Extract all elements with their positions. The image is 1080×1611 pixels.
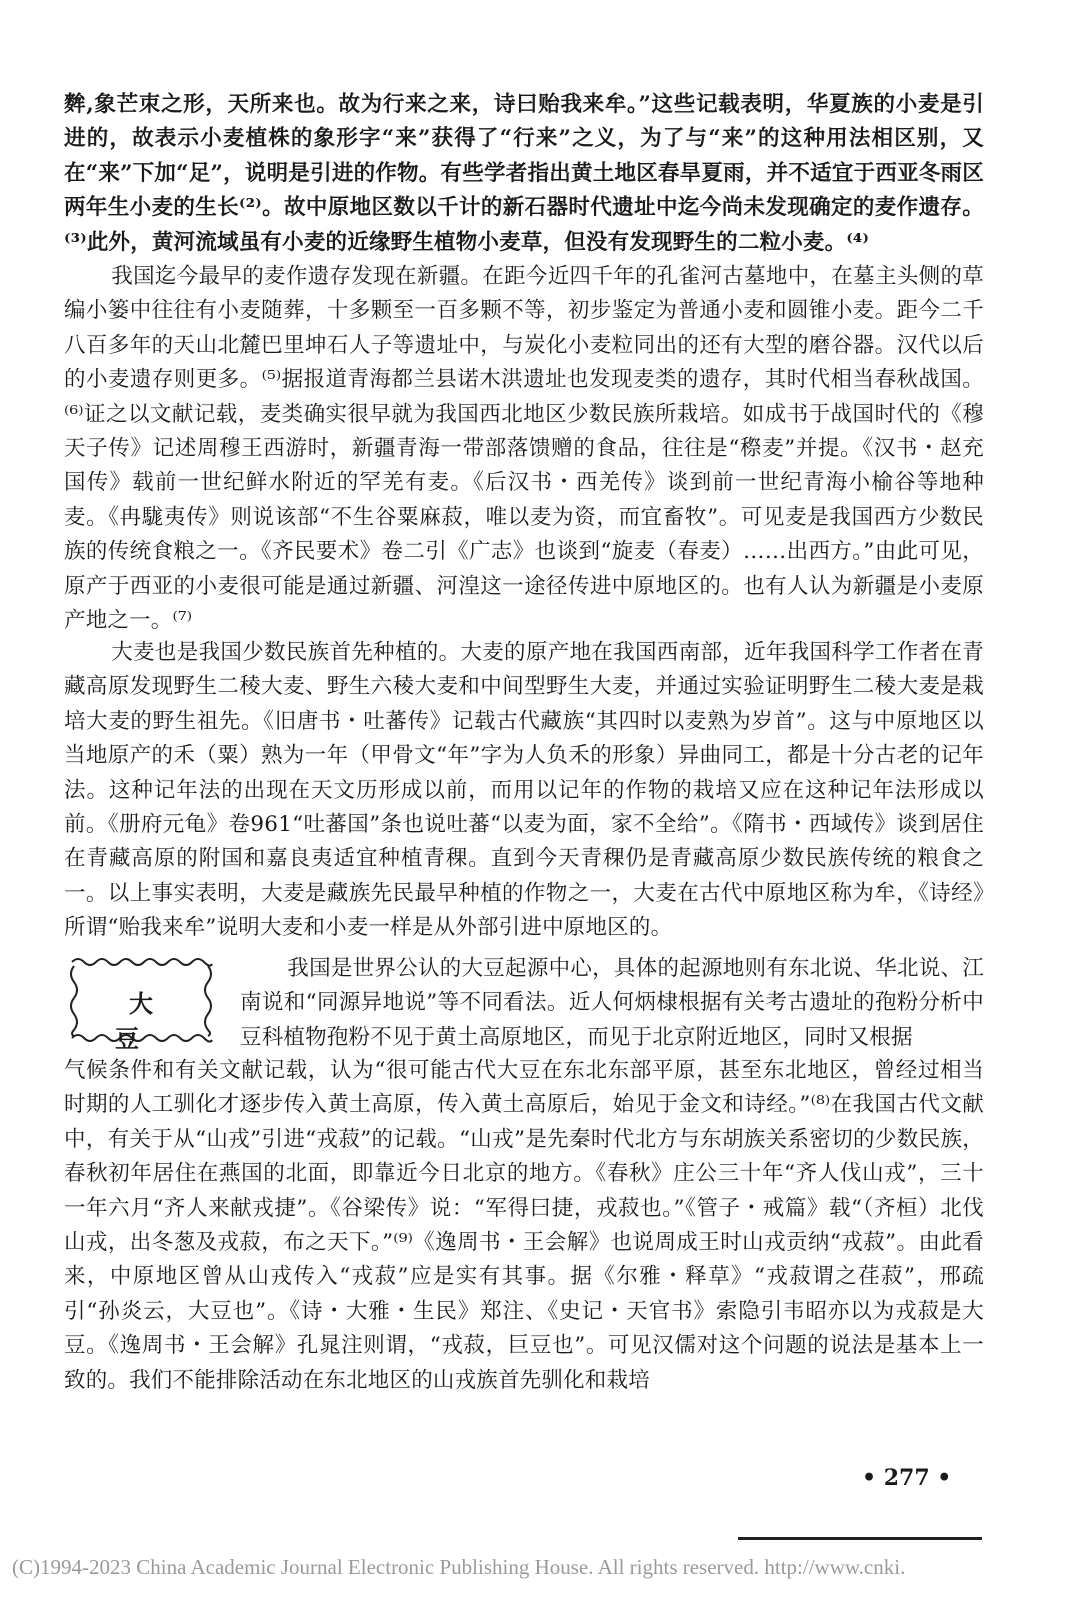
section-heading-box (68, 956, 214, 1053)
page-number: • 277 • (862, 1465, 952, 1491)
paragraph-text: 气候条件和有关文献记载，认为“很可能古代大豆在东北东部平原，甚至东北地区，曾经过相当时期的人工驯化才逐步传入黄土高原，传入黄土高原后，始见于金文和诗经。”⁽⁸⁾在我国古代文献中，有关于从“山戎”引进“戎菽”的记载。“山戎”是先秦时代北方与东胡族关系密切的少数民族，春秋初年居住在燕国的北面，即靠近今日北京的地方。《春秋》庄公三十年“齐人伐山戎”，三十一年六月“齐人来献戎捷”。《谷梁传》说：“军得曰捷，戎菽也。”《管子・戒篇》载“（齐桓）北伐山戎，出冬葱及戎菽，布之天下。”⁽⁹⁾《逸周书・王会解》也说周成王时山戎贡纳“戎菽”。由此看来，中原地区曾从山戎传入“戎菽”应是实有其事。据《尔雅・释草》“戎菽谓之荏菽”，邢疏引“孙炎云，大豆也”。《诗・大雅・生民》郑注、《史记・天官书》索隐引韦昭亦以为戎菽是大豆。《逸周书・王会解》孔晁注则谓，“戎菽，巨豆也”。可见汉儒对这个问题的说法是基本上一致的。我们不能排除活动在东北地区的山戎族首先驯化和栽培 (64, 1058, 984, 1393)
paragraph-soybean-cont (64, 1054, 984, 1398)
paragraph-wheat-origin (64, 88, 984, 260)
footer-divider (738, 1537, 982, 1540)
section-heading: 大 豆 (115, 989, 181, 1053)
paragraph-text: 我国是世界公认的大豆起源中心，具体的起源地则有东北说、华北说、江南说和“同源异地说”等不同看法。近人何炳棣根据有关考古遗址的孢粉分析中豆科植物孢粉不见于黄土高原地区，而见于北京附近地区，同时又根据 (240, 956, 984, 1050)
paragraph-text: 我国迄今最早的麦作遗存发现在新疆。在距今近四千年的孔雀河古墓地中，在墓主头侧的草编小篓中往往有小麦随葬，十多颗至一百多颗不等，初步鉴定为普通小麦和圆锥小麦。距今二千八百多年的天山北麓巴里坤石人子等遗址中，与炭化小麦粒同出的还有大型的磨谷器。汉代以后的小麦遗存则更多。⁽⁵⁾据报道青海都兰县诺木洪遗址也发现麦类的遗存，其时代相当春秋战国。⁽⁶⁾证之以文献记载，麦类确实很早就为我国西北地区少数民族所栽培。如成书于战国时代的《穆天子传》记述周穆王西游时，新疆青海一带部落馈赠的食品，往往是“穄麦”并提。《汉书・赵充国传》载前一世纪鲜水附近的罕羌有麦。《后汉书・西羌传》谈到前一世纪青海小榆谷等地种麦。《冉駹夷传》则说该部“不生谷粟麻菽，唯以麦为资，而宜畜牧”。可见麦是我国西方少数民族的传统食粮之一。《齐民要术》卷二引《广志》也谈到“旋麦（春麦）……出西方。”由此可见，原产于西亚的小麦很可能是通过新疆、河湟这一途径传进中原地区的。也有人认为新疆是小麦原产地之一。⁽⁷⁾ (64, 264, 984, 634)
paragraph-barley (64, 636, 984, 946)
paragraph-soybean-intro (240, 952, 984, 1055)
copyright-footer: (C)1994-2023 China Academic Journal Electronic Publishing House. All rights reserved. http://www.cnki. (12, 1555, 906, 1579)
paragraph-text: 麰,象芒朿之形，天所来也。故为行来之来，诗曰贻我来牟。”这些记载表明，华夏族的小麦是引进的，故表示小麦植株的象形字“来”获得了“行来”之义，为了与“来”的这种用法相区别，又在“来”下加“足”，说明是引进的作物。有些学者指出黄土地区春旱夏雨，并不适宜于西亚冬雨区两年生小麦的生长⁽²⁾。故中原地区数以千计的新石器时代遗址中迄今尚未发现确定的麦作遗存。⁽³⁾此外，黄河流域虽有小麦的近缘野生植物小麦草，但没有发现野生的二粒小麦。⁽⁴⁾ (64, 92, 984, 255)
paragraph-text: 大麦也是我国少数民族首先种植的。大麦的原产地在我国西南部，近年我国科学工作者在青藏高原发现野生二稜大麦、野生六稜大麦和中间型野生大麦，并通过实验证明野生二稜大麦是栽培大麦的野生祖先。《旧唐书・吐蕃传》记载古代藏族“其四时以麦熟为岁首”。这与中原地区以当地原产的禾（粟）熟为一年（甲骨文“年”字为人负禾的形象）异曲同工，都是十分古老的记年法。这种记年法的出现在天文历形成以前，而用以记年的作物的栽培又应在这种记年法形成以前。《册府元龟》卷961“吐蕃国”条也说吐蕃“以麦为面，家不全给”。《隋书・西域传》谈到居住在青藏高原的附国和嘉良夷适宜种植青稞。直到今天青稞仍是青藏高原少数民族传统的粮食之一。以上事实表明，大麦是藏族先民最早种植的作物之一，大麦在古代中原地区称为牟，《诗经》所谓“贻我来牟”说明大麦和小麦一样是从外部引进中原地区的。 (64, 640, 984, 941)
paragraph-xinjiang-wheat (64, 260, 984, 638)
